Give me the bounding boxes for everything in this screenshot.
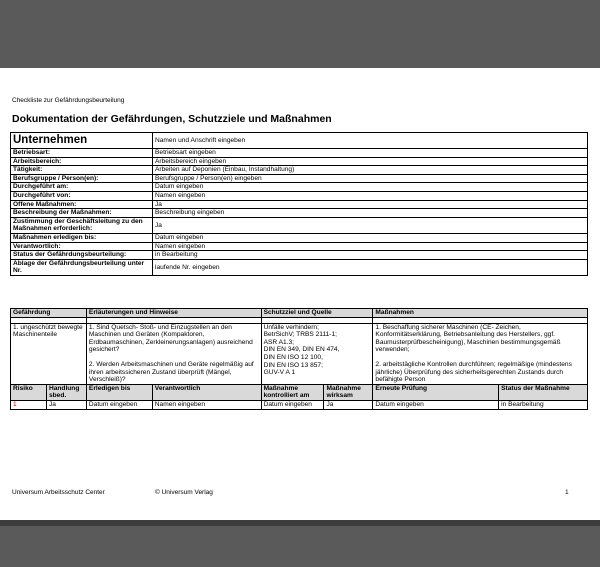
source-line: DIN EN 349, DIN EN 474,	[263, 346, 340, 354]
field-value[interactable]: in Bearbeitung	[153, 251, 588, 260]
company-info-row	[11, 149, 588, 158]
status-column-value[interactable]: Namen eingeben	[152, 400, 261, 409]
document-header-text: Checkliste zur Gefährdungsbeurteilung	[12, 97, 125, 104]
company-info-row	[11, 166, 588, 175]
hazard-explanation[interactable]	[86, 323, 261, 384]
source-line: BetrSichV; TRBS 2111-1;	[263, 331, 337, 339]
status-column-value[interactable]: Datum eingeben	[261, 400, 324, 409]
measure-status-header-row	[11, 384, 588, 400]
company-header-label: Unternehmen	[11, 133, 153, 149]
field-value[interactable]: laufende Nr. eingeben	[153, 259, 588, 275]
status-column-value[interactable]: in Bearbeitung	[499, 400, 588, 409]
field-value[interactable]: Ja	[153, 200, 588, 209]
field-label: Zustimmung der Geschäftsleitung zu den Maßnahmen erforderlich:	[11, 217, 153, 233]
company-info-row	[11, 217, 588, 233]
page-shadow	[0, 520, 600, 526]
company-info-row	[11, 251, 588, 260]
company-info-row	[11, 174, 588, 183]
company-info-row	[11, 183, 588, 192]
status-column-value[interactable]: Datum eingeben	[86, 400, 152, 409]
field-value[interactable]: Datum eingeben	[153, 183, 588, 192]
status-column-header: Maßnahme wirksam	[324, 384, 373, 400]
status-column-header: Maßnahme kontrolliert am	[261, 384, 324, 400]
field-value[interactable]: Datum eingeben	[153, 233, 588, 242]
field-value[interactable]: Namen eingeben	[153, 242, 588, 251]
explanation-item-2: 2. Werden Arbeitsmaschinen und Geräte regelmäßig auf ihren arbeitssicheren Zustand überprüft (Mängel, Verschleiß)?	[88, 360, 254, 384]
measure-status-row	[11, 400, 588, 409]
footer-page-number: 1	[565, 489, 569, 496]
company-info-row	[11, 191, 588, 200]
hazard-table	[10, 308, 588, 410]
field-label: Maßnahmen erledigen bis:	[11, 233, 153, 242]
company-info-row	[11, 209, 588, 218]
status-column-header: Status der Maßnahme	[499, 384, 588, 400]
hazard-name[interactable]: 1. ungeschützt bewegte Maschinenteile	[11, 323, 87, 384]
company-info-row	[11, 233, 588, 242]
status-column-header: Handlung sbed.	[46, 384, 86, 400]
header-gefaehrdung: Gefährdung	[11, 309, 87, 318]
status-column-header: Erledigen bis	[86, 384, 152, 400]
status-column-value[interactable]: Datum eingeben	[373, 400, 499, 409]
source-line: GUV-V A 1	[263, 369, 296, 377]
measure-item-1: 1. Beschaffung sicherer Maschinen (CE- Zeichen, Konformitätserklärung, Betriebsanleitung des Herstellers, ggf. Baumusterprüfbescheinigung), Maschinen bestimmungsgemäß verwenden;	[375, 323, 561, 354]
field-value[interactable]: Berufsgruppe / Person(en) eingeben	[153, 174, 588, 183]
company-info-row	[11, 242, 588, 251]
header-schutzziel: Schutzziel und Quelle	[261, 309, 373, 318]
field-value[interactable]: Arbeiten auf Deponien (Einbau, Instandhaltung)	[153, 166, 588, 175]
field-value[interactable]: Ja	[153, 217, 588, 233]
field-label: Tätigkeit:	[11, 166, 153, 175]
company-info-row	[11, 200, 588, 209]
source-line: ASR A1.3;	[263, 338, 294, 346]
document-page	[0, 68, 600, 520]
source-line: DIN EN ISO 13 857;	[263, 361, 323, 369]
protection-goal[interactable]	[261, 323, 373, 384]
header-massnahmen: Maßnahmen	[373, 309, 588, 318]
explanation-item-1: 1. Sind Quetsch- Stoß- und Einzugstellen an den Maschinen und Geräten (Kompaktoren, Erdbaumaschinen, Zerkleinerungsanlagen) ausreichend gesichert?	[88, 323, 253, 354]
hazard-row	[11, 323, 588, 384]
field-value[interactable]: Arbeitsbereich eingeben	[153, 157, 588, 166]
company-header-value[interactable]: Namen und Anschrift eingeben	[153, 133, 588, 149]
field-label: Ablage der Gefährdungsbeurteilung unter Nr.	[11, 259, 153, 275]
status-column-value[interactable]: Ja	[324, 400, 373, 409]
field-label: Berufsgruppe / Person(en):	[11, 174, 153, 183]
risk-value[interactable]: 1	[11, 400, 47, 409]
field-label: Arbeitsbereich:	[11, 157, 153, 166]
field-label: Status der Gefährdungsbeurteilung:	[11, 251, 153, 260]
company-header-row	[11, 133, 588, 149]
hazard-header-row	[11, 309, 588, 318]
field-value[interactable]: Beschreibung eingeben	[153, 209, 588, 218]
protection-goal-text: Unfälle verhindern;	[263, 323, 319, 331]
status-column-header: Erneute Prüfung	[373, 384, 499, 400]
footer-publisher: Universum Arbeitsschutz Center	[12, 489, 105, 496]
company-info-row	[11, 259, 588, 275]
measure-item-2: 2. arbeitstägliche Kontrollen durchführen; regelmäßige (mindestens jährliche) Überprüfung des sicherheitsgerechten Zustands durch befähigte Person	[375, 360, 572, 384]
field-label: Durchgeführt am:	[11, 183, 153, 192]
field-label: Beschreibung der Maßnahmen:	[11, 209, 153, 218]
company-info-table	[10, 132, 588, 276]
source-line: DIN EN ISO 12 100,	[263, 353, 323, 361]
field-label: Verantwortlich:	[11, 242, 153, 251]
field-value[interactable]: Namen eingeben	[153, 191, 588, 200]
field-value[interactable]: Betriebsart eingeben	[153, 149, 588, 158]
status-column-header: Risiko	[11, 384, 47, 400]
footer-copyright: © Universum Verlag	[155, 489, 213, 496]
page-title: Dokumentation der Gefährdungen, Schutzziele und Maßnahmen	[12, 113, 332, 125]
field-label: Durchgeführt von:	[11, 191, 153, 200]
field-label: Offene Maßnahmen:	[11, 200, 153, 209]
field-label: Betriebsart:	[11, 149, 153, 158]
company-info-row	[11, 157, 588, 166]
protection-goal-sources	[264, 331, 371, 377]
status-column-header: Verantwortlich	[152, 384, 261, 400]
header-erlaeuterungen: Erläuterungen und Hinweise	[86, 309, 261, 318]
status-column-value[interactable]: Ja	[46, 400, 86, 409]
measures[interactable]	[373, 323, 588, 384]
